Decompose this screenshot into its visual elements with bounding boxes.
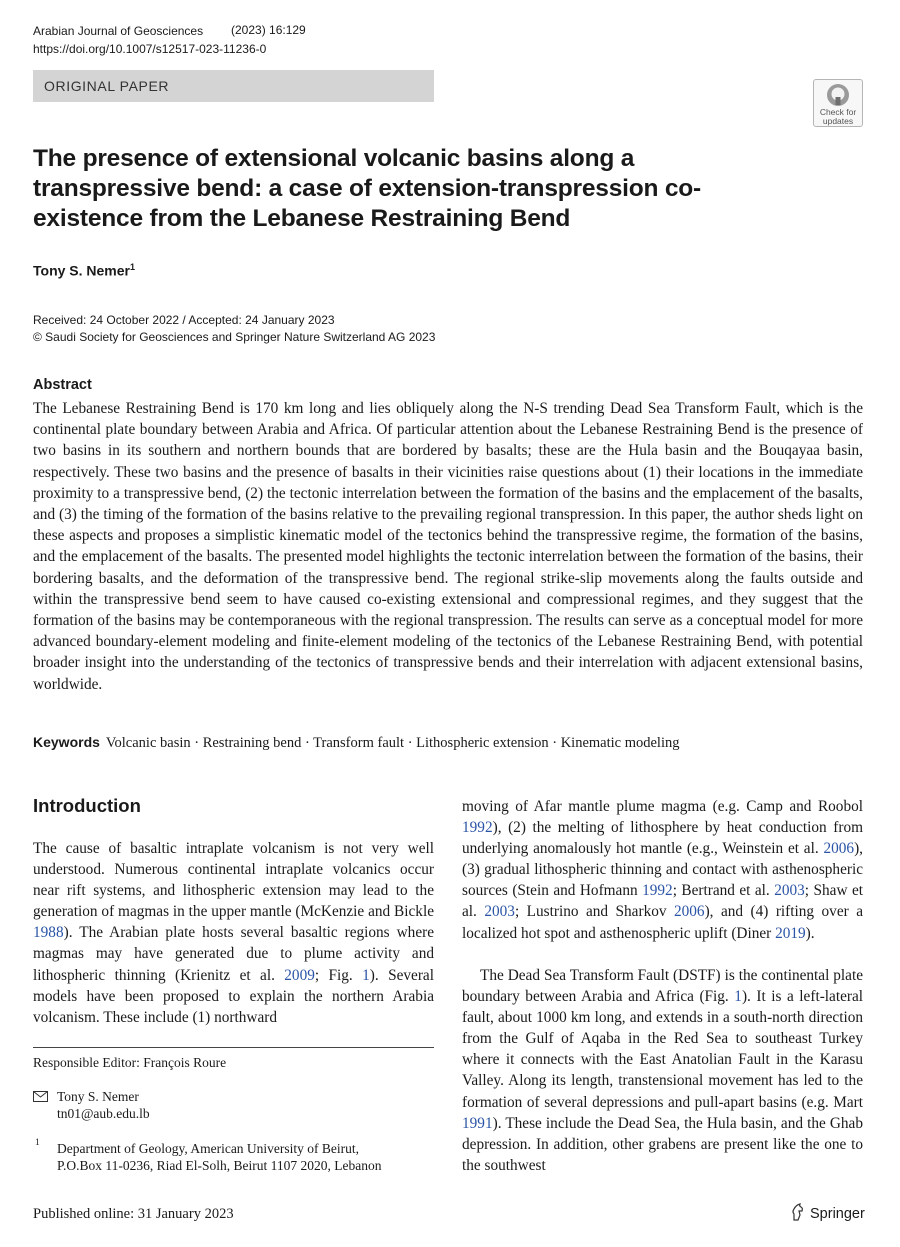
journal-name: Arabian Journal of Geosciences <box>33 24 204 38</box>
citation-link[interactable]: 2003 <box>774 882 805 900</box>
text-span: ), and (4) rifting over a localized hot spot and asthenospheric uplift (Diner <box>462 903 863 942</box>
text-span: ; Lustrino and Sharkov <box>514 903 674 921</box>
footnote-divider <box>33 1047 434 1048</box>
author-affil-sup: 1 <box>130 262 136 272</box>
citation-link[interactable]: 2009 <box>284 966 315 984</box>
publisher-name: Springer <box>810 1206 865 1222</box>
keywords-list: Volcanic basin · Restraining bend · Transform fault · Lithospheric extension · Kinematic modeling <box>105 735 680 751</box>
envelope-icon <box>33 1091 48 1102</box>
doi-link[interactable]: https://doi.org/10.1007/s12517-023-11236-0 <box>33 42 267 56</box>
published-online-date: Published online: 31 January 2023 <box>33 1206 234 1222</box>
text-span: ). Several models have been proposed to explain the northern Arabia volcanism. These include (1) northward <box>33 966 434 1026</box>
text-span: The cause of basaltic intraplate volcanism is not very well understood. Numerous continental intraplate volcanics occur near rift systems, and lithospheric extension may lead to the generation of magmas in the upper mantle (McKenzie and Bickle <box>33 840 434 921</box>
affiliation-number: 1 <box>35 1138 40 1148</box>
citation-link[interactable]: 1992 <box>642 882 673 900</box>
keywords-label: Keywords <box>33 734 100 750</box>
citation-link[interactable]: 2006 <box>823 840 855 858</box>
affiliation-line-2: P.O.Box 11-0236, Riad El-Solh, Beirut 1107 2020, Lebanon <box>57 1158 382 1173</box>
affiliation-line-1: Department of Geology, American University of Beirut, <box>57 1141 360 1156</box>
text-span: ; Bertrand et al. <box>672 882 775 900</box>
keywords-line <box>33 734 680 752</box>
copyright-line: © Saudi Society for Geosciences and Springer Nature Switzerland AG 2023 <box>33 330 436 344</box>
citation-link[interactable]: 1992 <box>462 819 493 837</box>
text-span: ), (3) gradual lithospheric thinning and contact with asthenospheric sources (Stein and Hofmann <box>462 840 863 900</box>
springer-logo <box>790 1203 865 1222</box>
check-for-updates-label: Check for updates <box>819 107 857 126</box>
text-span: moving of Afar mantle plume magma (e.g. Camp and Roobol <box>462 798 863 815</box>
author-email-link[interactable]: tn01@aub.edu.lb <box>57 1106 150 1121</box>
springer-horse-icon <box>790 1203 806 1221</box>
figure-link[interactable]: 1 <box>362 966 370 984</box>
text-span: ). These include the Dead Sea, the Hula basin, and the Ghab depression. In addition, other grabens are present like the one to the southwest <box>462 1114 863 1174</box>
text-span: The Dead Sea Transform Fault (DSTF) is the continental plate boundary between Arabia and Africa (Fig. <box>462 967 863 1006</box>
text-span: ), (2) the melting of lithosphere by heat conduction from underlying anomalously hot mantle (e.g., Weinstein et al. <box>462 819 863 858</box>
author-line <box>33 262 135 279</box>
citation-link[interactable]: 2006 <box>673 903 705 921</box>
text-span: ). It is a left-lateral fault, about 1000 km long, and extends in a south-north direction from the Gulf of Aqaba in the Red Sea to southeast Turkey where it connects with the East Anatolian Fault in the Karasu Valley. Along its length, transtensional movement has led to the formation of several depressions and pull-apart basins (e.g. Mart <box>462 988 863 1111</box>
article-title: The presence of extensional volcanic basins along a transpressive bend: a case of extension-transpression co-existence from the Lebanese Restraining Bend <box>33 145 702 232</box>
text-span: ). The Arabian plate hosts several basaltic regions where magmas may have generated due to plume activity and lithospheric thinning (Krienitz et al. <box>33 924 434 984</box>
citation-link[interactable]: 1991 <box>462 1114 493 1132</box>
author-name[interactable]: Tony S. Nemer <box>33 262 130 279</box>
citation-link[interactable]: 1988 <box>33 924 64 942</box>
responsible-editor: Responsible Editor: François Roure <box>33 1055 227 1070</box>
abstract-heading: Abstract <box>33 377 92 393</box>
check-for-updates-icon <box>826 83 850 107</box>
figure-link[interactable]: 1 <box>734 988 742 1006</box>
introduction-heading: Introduction <box>33 795 141 816</box>
journal-issue: (2023) 16:129 <box>231 23 306 37</box>
citation-link[interactable]: 2003 <box>484 903 515 921</box>
corresponding-author-name: Tony S. Nemer <box>57 1089 139 1104</box>
text-span: ). <box>805 924 815 942</box>
intro-paragraph-right-2 <box>462 965 863 1176</box>
check-for-updates-button[interactable] <box>813 79 863 127</box>
article-type-banner: ORIGINAL PAPER <box>33 70 434 102</box>
abstract-text: The Lebanese Restraining Bend is 170 km long and lies obliquely along the N-S trending Dead Sea Transform Fault, which is the continental plate boundary between Arabia and Africa. Of particular attention about the Lebanese Restraining Bend is the presence of two basins in its southern and northern bounds that are bordered by basalts; these are the Hula basin and the Bouqayaa basin, respectively. These two basins and the presence of basalts in their vicinities raise questions about (1) their locations in the immediate proximity to a transpressive bend, (2) the tectonic interrelation between the formation of the basins and the emplacement of the basalts, and (3) the timing of the formation of the basins relative to the prevailing regional transpression. In this paper, the author sheds light on these aspects and proposes a simplistic kinematic model of the tectonics behind the transpressive regime, the formation of the basins, and the emplacement of the basalts. The presented model highlights the tectonic interrelation between the formation of the basins, their bordering basalts, and the deformation of the transpressive bend. The regional strike-slip movements along the faults outside and within the transpressive bend seem to have caused co-existing extensional and compressional regimes, and they suggest that the formation of the basins may be contemporaneous with the regional transpression. The results can serve as a conceptual model for more advanced boundary-element modeling and finite-element modeling of the tectonics of the Lebanese Restraining Bend, with potential broader insight into the understanding of the tectonics of transpressive bends and their interrelation with adjacent extensional basins, worldwide. <box>33 400 863 693</box>
received-dates: Received: 24 October 2022 / Accepted: 24 January 2023 <box>33 313 335 327</box>
intro-paragraph-left <box>33 838 434 1028</box>
citation-link[interactable]: 2019 <box>775 924 806 942</box>
text-span: ; Fig. <box>314 966 363 984</box>
text-span: ; Shaw et al. <box>462 882 863 921</box>
intro-paragraph-right-1 <box>462 796 863 944</box>
